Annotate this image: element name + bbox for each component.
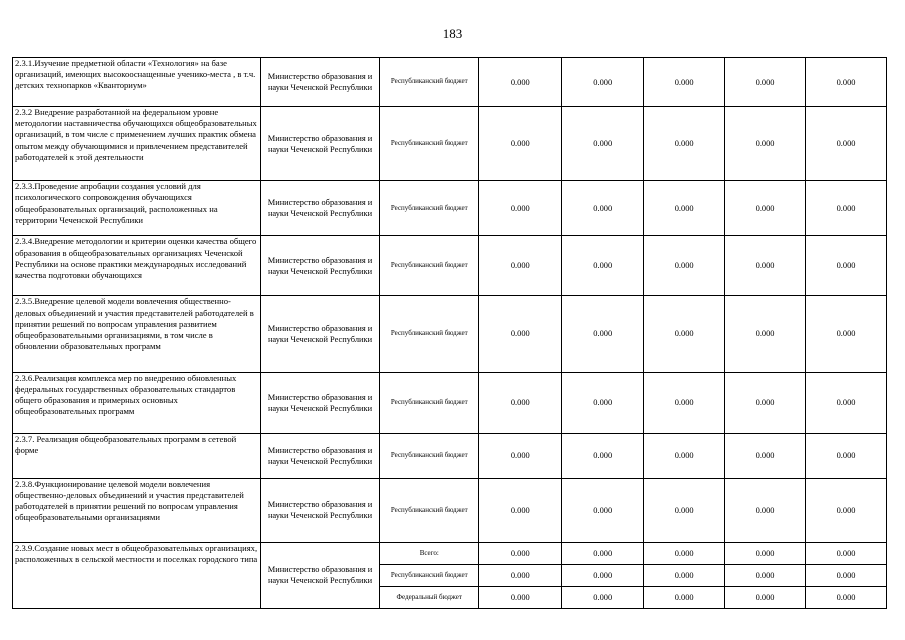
amount-cell: 0.000 xyxy=(806,542,887,564)
amount-cell: 0.000 xyxy=(479,107,562,181)
amount-cell: 0.000 xyxy=(725,181,806,236)
activity-description: 2.3.1.Изучение предметной области «Технология» на базе организаций, имеющих высокооснащенные ученико-места , в т.ч. детских технопарков «Кванториум» xyxy=(13,58,261,107)
page-number: 183 xyxy=(442,26,463,41)
amount-cell: 0.000 xyxy=(644,586,725,608)
amount-cell: 0.000 xyxy=(562,107,644,181)
amount-cell: 0.000 xyxy=(479,58,562,107)
amount-cell: 0.000 xyxy=(562,542,644,564)
amount-cell: 0.000 xyxy=(725,564,806,586)
funding-source: Республиканский бюджет xyxy=(380,107,479,181)
amount-cell: 0.000 xyxy=(562,236,644,296)
amount-cell: 0.000 xyxy=(725,296,806,372)
table-body xyxy=(13,58,887,609)
funding-source: Республиканский бюджет xyxy=(380,372,479,433)
table-row xyxy=(13,433,887,478)
table-row xyxy=(13,372,887,433)
amount-cell: 0.000 xyxy=(479,296,562,372)
amount-cell: 0.000 xyxy=(479,236,562,296)
amount-cell: 0.000 xyxy=(562,296,644,372)
amount-cell: 0.000 xyxy=(479,564,562,586)
amount-cell: 0.000 xyxy=(479,542,562,564)
table-row xyxy=(13,181,887,236)
funding-source: Федеральный бюджет xyxy=(380,586,479,608)
amount-cell: 0.000 xyxy=(806,236,887,296)
responsible-executor: Министерство образования и науки Чеченской Республики xyxy=(260,542,379,608)
amount-cell: 0.000 xyxy=(725,542,806,564)
funding-source: Республиканский бюджет xyxy=(380,58,479,107)
amount-cell: 0.000 xyxy=(644,107,725,181)
responsible-executor: Министерство образования и науки Чеченской Республики xyxy=(260,58,379,107)
amount-cell: 0.000 xyxy=(644,372,725,433)
amount-cell: 0.000 xyxy=(806,586,887,608)
amount-cell: 0.000 xyxy=(806,181,887,236)
funding-source: Республиканский бюджет xyxy=(380,478,479,542)
amount-cell: 0.000 xyxy=(725,586,806,608)
activity-description: 2.3.4.Внедрение методологии и критерии оценки качества общего образования в общеобразовательных организациях Чеченской Республики на основе практики международных исследований качества подготовки обучающихся xyxy=(13,236,261,296)
funding-source: Республиканский бюджет xyxy=(380,236,479,296)
amount-cell: 0.000 xyxy=(562,478,644,542)
funding-source: Всего: xyxy=(380,542,479,564)
responsible-executor: Министерство образования и науки Чеченской Республики xyxy=(260,433,379,478)
responsible-executor: Министерство образования и науки Чеченской Республики xyxy=(260,181,379,236)
activity-description: 2.3.6.Реализация комплекса мер по внедрению обновленных федеральных государственных образовательных стандартов общего образования и примерных основных общеобразовательных программ xyxy=(13,372,261,433)
amount-cell: 0.000 xyxy=(644,58,725,107)
amount-cell: 0.000 xyxy=(644,181,725,236)
amount-cell: 0.000 xyxy=(806,372,887,433)
amount-cell: 0.000 xyxy=(562,58,644,107)
amount-cell: 0.000 xyxy=(725,58,806,107)
amount-cell: 0.000 xyxy=(644,542,725,564)
table-row xyxy=(13,296,887,372)
responsible-executor: Министерство образования и науки Чеченской Республики xyxy=(260,236,379,296)
table-row xyxy=(13,58,887,107)
amount-cell: 0.000 xyxy=(806,107,887,181)
funding-source: Республиканский бюджет xyxy=(380,296,479,372)
amount-cell: 0.000 xyxy=(806,564,887,586)
activity-description: 2.3.8.Функционирование целевой модели вовлечения общественно-деловых объединений и участия представителей работодателей в принятии решений по вопросам управления общеобразовательными организациями xyxy=(13,478,261,542)
amount-cell: 0.000 xyxy=(479,372,562,433)
funding-source: Республиканский бюджет xyxy=(380,433,479,478)
amount-cell: 0.000 xyxy=(725,236,806,296)
funding-source: Республиканский бюджет xyxy=(380,564,479,586)
amount-cell: 0.000 xyxy=(644,236,725,296)
amount-cell: 0.000 xyxy=(806,478,887,542)
activity-description: 2.3.3.Проведение апробации создания условий для психологического сопровождения обучающихся общеобразовательных организаций, расположенных на территории Чеченской Республики xyxy=(13,181,261,236)
activity-description: 2.3.9.Создание новых мест в общеобразовательных организациях, расположенных в сельской местности и поселках городского типа xyxy=(13,542,261,608)
amount-cell: 0.000 xyxy=(562,372,644,433)
amount-cell: 0.000 xyxy=(479,478,562,542)
responsible-executor: Министерство образования и науки Чеченской Республики xyxy=(260,478,379,542)
responsible-executor: Министерство образования и науки Чеченской Республики xyxy=(260,107,379,181)
funding-source: Республиканский бюджет xyxy=(380,181,479,236)
amount-cell: 0.000 xyxy=(479,181,562,236)
amount-cell: 0.000 xyxy=(644,433,725,478)
amount-cell: 0.000 xyxy=(725,478,806,542)
amount-cell: 0.000 xyxy=(806,58,887,107)
amount-cell: 0.000 xyxy=(562,564,644,586)
amount-cell: 0.000 xyxy=(725,107,806,181)
responsible-executor: Министерство образования и науки Чеченской Республики xyxy=(260,372,379,433)
budget-table xyxy=(12,57,887,609)
amount-cell: 0.000 xyxy=(725,372,806,433)
activity-description: 2.3.7. Реализация общеобразовательных программ в сетевой форме xyxy=(13,433,261,478)
activity-description: 2.3.5.Внедрение целевой модели вовлечения общественно-деловых объединений и участия представителей работодателей в принятии решений по вопросам управления развитием общеобразовательными организациями, в том числе в обновлении образовательных программ xyxy=(13,296,261,372)
amount-cell: 0.000 xyxy=(725,433,806,478)
amount-cell: 0.000 xyxy=(644,296,725,372)
table-row xyxy=(13,107,887,181)
table-row xyxy=(13,542,887,564)
amount-cell: 0.000 xyxy=(479,433,562,478)
amount-cell: 0.000 xyxy=(562,433,644,478)
responsible-executor: Министерство образования и науки Чеченской Республики xyxy=(260,296,379,372)
amount-cell: 0.000 xyxy=(806,433,887,478)
amount-cell: 0.000 xyxy=(562,586,644,608)
amount-cell: 0.000 xyxy=(644,564,725,586)
amount-cell: 0.000 xyxy=(479,586,562,608)
activity-description: 2.3.2 Внедрение разработанной на федеральном уровне методологии наставничества обучающихся общеобразовательных организаций, в том числе с применением лучших практик обмена опытом между обучающимися и привлечением представителей работодателей к этой деятельности xyxy=(13,107,261,181)
amount-cell: 0.000 xyxy=(644,478,725,542)
amount-cell: 0.000 xyxy=(806,296,887,372)
table-row xyxy=(13,478,887,542)
table-row xyxy=(13,236,887,296)
amount-cell: 0.000 xyxy=(562,181,644,236)
